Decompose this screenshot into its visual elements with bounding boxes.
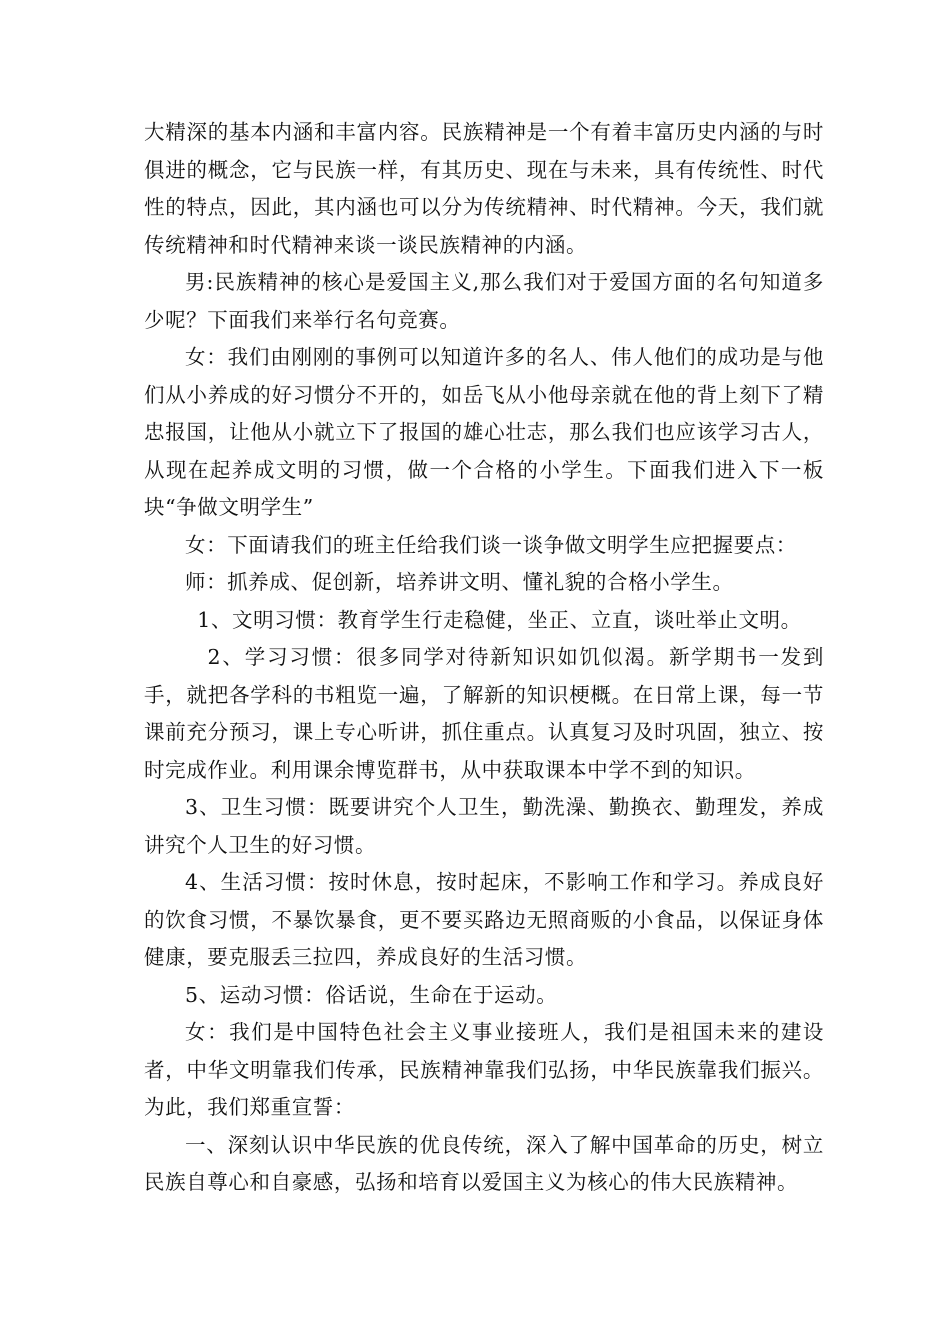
list-item-study-habit: 2、学习习惯：很多同学对待新知识如饥似渴。新学期书一发到手，就把各学科的书粗览一遍，了解新的知识梗概。在日常上课，每一节课前充分预习，课上专心听讲，抓住重点。认真复习及时巩固，独立、按时完成作业。利用课余博览群书，从中获取课本中学不到的知识。 xyxy=(144,645,824,782)
list-item-civility-habit: 1、文明习惯：教育学生行走稳健，坐正、立直，谈吐举止文明。 xyxy=(197,607,802,632)
paragraph-female-speaker-3: 女：我们是中国特色社会主义事业接班人，我们是祖国未来的建设者，中华文明靠我们传承，民族精神靠我们弘扬，中华民族靠我们振兴。为此，我们郑重宣誓： xyxy=(144,1020,824,1119)
document-body xyxy=(144,114,824,1202)
pledge-item-1: 一、深刻认识中华民族的优良传统，深入了解中国革命的历史，树立民族自尊心和自豪感，弘扬和培育以爱国主义为核心的伟大民族精神。 xyxy=(144,1132,824,1194)
paragraph-continuation: 大精深的基本内涵和丰富内容。民族精神是一个有着丰富历史内涵的与时俱进的概念，它与民族一样，有其历史、现在与未来，具有传统性、时代性的特点，因此，其内涵也可以分为传统精神、时代精神。今天，我们就传统精神和时代精神来谈一谈民族精神的内涵。 xyxy=(144,120,824,257)
paragraph-teacher: 师：抓养成、促创新，培养讲文明、懂礼貌的合格小学生。 xyxy=(185,570,734,594)
list-item-exercise-habit: 5、运动习惯：俗话说，生命在于运动。 xyxy=(185,982,558,1007)
paragraph-female-speaker-1: 女：我们由刚刚的事例可以知道许多的名人、伟人他们的成功是与他们从小养成的好习惯分不开的，如岳飞从小他母亲就在他的背上刻下了精忠报国，让他从小就立下了报国的雄心壮志，那么我们也应该学习古人，从现在起养成文明的习惯，做一个合格的小学生。下面我们进入下一板块“争做文明学生” xyxy=(144,345,824,519)
list-item-hygiene-habit: 3、卫生习惯：既要讲究个人卫生，勤洗澡、勤换衣、勤理发，养成讲究个人卫生的好习惯。 xyxy=(144,795,824,857)
paragraph-male-speaker: 男:民族精神的核心是爱国主义,那么我们对于爱国方面的名句知道多少呢？下面我们来举行名句竞赛。 xyxy=(144,270,824,332)
paragraph-female-speaker-2: 女：下面请我们的班主任给我们谈一谈争做文明学生应把握要点： xyxy=(185,532,797,557)
list-item-living-habit: 4、生活习惯：按时休息，按时起床，不影响工作和学习。养成良好的饮食习惯，不暴饮暴食，更不要买路边无照商贩的小食品，以保证身体健康，要克服丢三拉四，养成良好的生活习惯。 xyxy=(144,870,824,969)
